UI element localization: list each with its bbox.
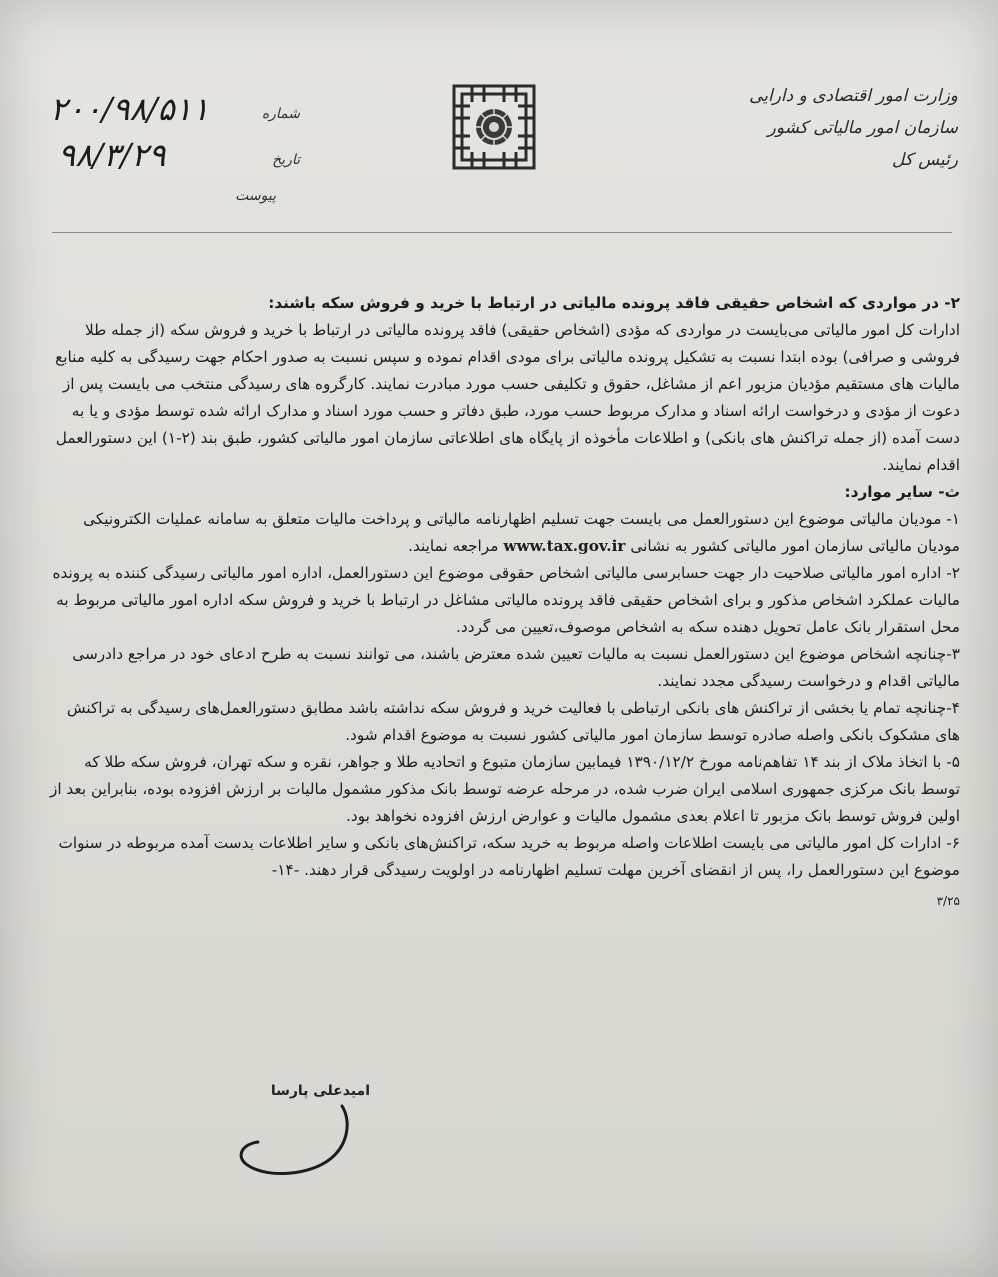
item-1 — [40, 506, 960, 560]
item-3: ۳-چنانچه اشخاص موضوع این دستورالعمل نسبت به مالیات تعیین شده معترض باشند، می توانند نسبت به طرح ادعای خود در مراجع دادرسی مالیاتی اقدام و درخواست رسیدگی مجدد نمایند. — [72, 645, 960, 690]
letter-date: ۹۸/۳/۲۹ — [58, 136, 166, 174]
org-tax-organization: سازمان امور مالیاتی کشور — [767, 118, 958, 138]
handwritten-signature — [230, 1100, 370, 1180]
page-reference: ۳/۲۵ — [936, 894, 960, 908]
item-1-tail: مراجعه نمایند. — [408, 537, 499, 555]
header-divider — [52, 232, 952, 233]
item-5: ۵- با اتخاذ ملاک از بند ۱۴ تفاهم‌نامه مورخ ۱۳۹۰/۱۲/۲ فیمابین سازمان متبوع و اتحادیه طلا و جواهر، نقره و سکه تهران، فروش سکه طلا که توسط بانک مرکزی جمهوری اسلامی ایران ضرب شده، در مرحله عرضه توسط بانک مذکور مشمول مالیات بر ارزش افزوده بوده، بنابراین بعد از اولین فروش توسط بانک مزبور تا اعلام بعدی مشمول مالیات و عوارض ارزش افزوده نخواهد بود. — [49, 753, 960, 825]
org-ministry: وزارت امور اقتصادی و دارایی — [749, 86, 958, 106]
letter-body — [40, 290, 960, 915]
letter-number: ۲۰۰/۹۸/۵۱۱ — [50, 90, 210, 128]
meta-date-row — [40, 136, 300, 176]
section-2-paragraph: ادارات کل امور مالیاتی می‌بایست در مواردی که مؤدی (اشخاص حقیقی) فاقد پرونده مالیاتی در ارتباط با خرید و فروش سکه (از جمله طلا فروشی و صرافی) بوده ابتدا نسبت به تشکیل پرونده مالیاتی برای مودی اقدام نموده و سپس نسبت به صدور احکام جهت رسیدگی به کلیه منابع مالیات های مستقیم مؤدیان مزبور اعم از مشاغل، حقوق و تکلیفی حسب مورد مبادرت نمایند. کارگروه های رسیدگی منتخب می بایست پس از دعوت از مؤدی و درخواست ارائه اسناد و مدارک مربوط حسب مورد، طبق دفاتر و حسب مورد اسناد و مدارک ارائه شده توسط مؤدی و یا به دست آمده (از جمله تراکنش های بانکی) و اطلاعات مأخوذه از پایگاه های اطلاعاتی سازمان امور مالیاتی کشور، طبق بند (۲-۱) این دستورالعمل اقدام نمایند. — [55, 321, 960, 474]
meta-number-row — [40, 88, 300, 128]
section-2-heading: ۲- در مواردی که اشخاص حقیقی فاقد پرونده مالیاتی در ارتباط با خرید و فروش سکه باشند: — [268, 294, 960, 312]
date-label: تاریخ — [272, 152, 300, 168]
organization-block — [698, 80, 958, 176]
letter-header — [0, 0, 998, 230]
tax-website-link[interactable]: www.tax.gov.ir — [503, 537, 626, 555]
attachment-label: پیوست — [235, 188, 276, 204]
item-6: ۶- ادارات کل امور مالیاتی می بایست اطلاعات واصله مربوط به خرید سکه، تراکنش‌های بانکی و سایر اطلاعات بدست آمده مربوطه در سنوات موضوع این دستورالعمل را، پس از انقضای آخرین مهلت تسلیم اظهارنامه در اولویت رسیدگی قرار دهند. -۱۴- — [58, 834, 960, 879]
meta-attachment-row — [40, 180, 300, 220]
item-1-text: ۱- مودیان مالیاتی موضوع این دستورالعمل می بایست جهت تسلیم اظهارنامه مالیاتی و پرداخت مالیات متعلق به سامانه عملیات الکترونیکی مودیان مالیاتی سازمان امور مالیاتی کشور به نشانی — [83, 510, 960, 555]
tax-organization-emblem-icon — [432, 82, 556, 172]
org-head-title: رئیس کل — [891, 150, 958, 170]
item-2: ۲- اداره امور مالیاتی صلاحیت دار جهت حسابرسی مالیاتی اشخاص حقوقی موضوع این دستورالعمل، اداره امور مالیاتی رسیدگی کننده به پرونده مالیات عملکرد اشخاص مذکور و برای اشخاص حقیقی فاقد پرونده مالیاتی مشاغل در ارتباط با خرید و فروش سکه اداره امور مالیاتی مربوط به محل استقرار بانک عامل تحویل دهنده سکه به اشخاص موصوف،تعیین می گردد. — [52, 564, 960, 636]
number-label: شماره — [261, 106, 300, 122]
signer-name: امیدعلی پارسا — [270, 1083, 370, 1099]
section-th-heading: ث- سایر موارد: — [844, 483, 960, 501]
item-4: ۴-چنانچه تمام یا بخشی از تراکنش های بانکی ارتباطی با فعالیت خرید و فروش سکه نداشته باشد مطابق دستورالعمل‌های رسیدگی به تراکنش های مشکوک بانکی واصله صادره توسط سازمان امور مالیاتی کشور نسبت به موضوع اقدام شود. — [66, 699, 960, 744]
letter-meta — [40, 88, 300, 218]
